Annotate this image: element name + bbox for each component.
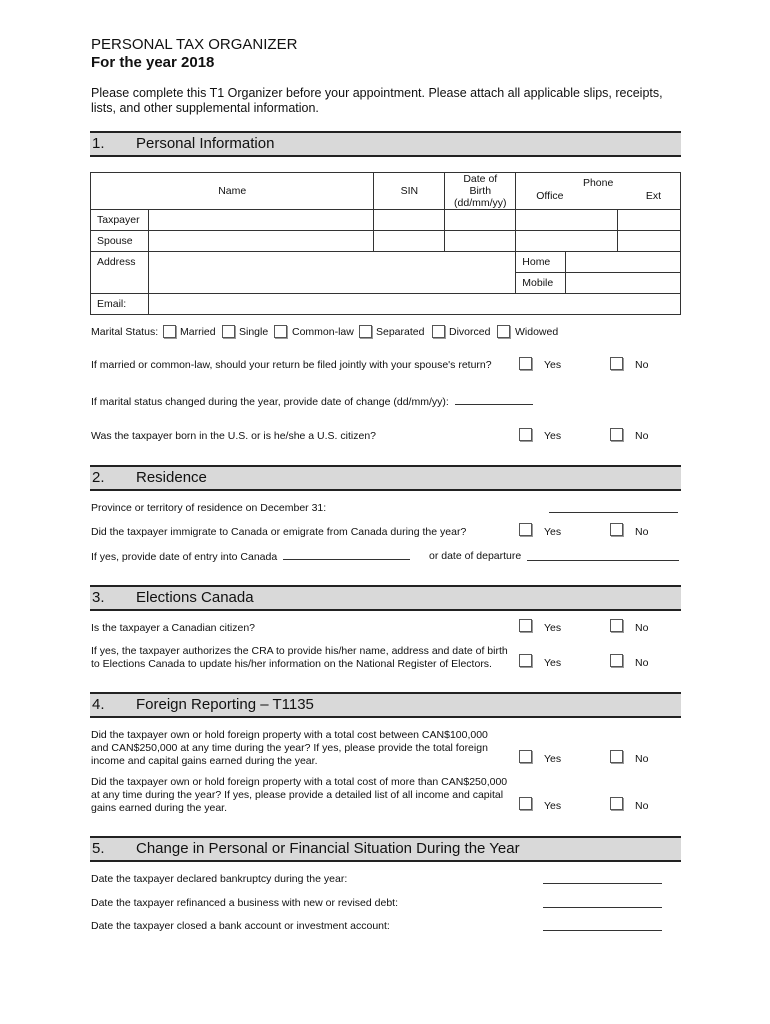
ext-label: Ext (645, 190, 661, 202)
entry-date-field[interactable] (283, 550, 410, 560)
widowed-checkbox[interactable] (497, 325, 510, 338)
dob-label: Date of Birth (463, 173, 498, 197)
foreign-property-more-line-3: gains earned during the year. (91, 802, 228, 814)
section-title: Change in Personal or Financial Situation During the Year (136, 840, 520, 857)
elections-authorization-line-1: If yes, the taxpayer authorizes the CRA to provide his/her name, address and date of birth (91, 645, 508, 657)
entry-date-text: If yes, provide date of entry into Canada (91, 551, 278, 563)
email-label: Email: (91, 294, 149, 315)
email-cell[interactable] (148, 294, 680, 315)
joint-filing-no-checkbox[interactable] (610, 357, 623, 370)
mobile-phone-cell[interactable] (566, 273, 681, 294)
spouse-ext-cell[interactable] (618, 231, 681, 252)
section-number: 1. (92, 135, 105, 152)
spouse-sin-cell[interactable] (374, 231, 445, 252)
closed-account-date-field[interactable] (543, 930, 662, 931)
separated-label: Separated (376, 326, 425, 338)
foreign-property-between-line-3: income and capital gains earned during the year. (91, 755, 318, 767)
table-row-spouse (91, 231, 681, 252)
entry-date-question (91, 550, 410, 564)
phone-label: Phone (582, 177, 614, 189)
province-field[interactable] (549, 512, 678, 513)
section-5-header (90, 836, 681, 862)
foreign-property-more-line-2: at any time during the year? If yes, please provide a detailed list of all income and capital (91, 789, 504, 801)
elections-authorization-no-checkbox[interactable] (610, 654, 623, 667)
immigration-yes-label: Yes (544, 526, 562, 538)
section-number: 5. (92, 840, 105, 857)
us-citizen-question: Was the taxpayer born in the U.S. or is he/she a U.S. citizen? (91, 430, 376, 442)
foreign-property-more-question (91, 776, 507, 815)
spouse-name-cell[interactable] (148, 231, 373, 252)
marital-change-date-field[interactable] (455, 395, 533, 405)
taxpayer-office-phone-cell[interactable] (516, 210, 618, 231)
section-title: Personal Information (136, 135, 275, 152)
column-phone (516, 173, 681, 210)
section-4-header (90, 692, 681, 718)
elections-authorization-yes-checkbox[interactable] (519, 654, 532, 667)
section-number: 4. (92, 696, 105, 713)
canadian-citizen-question: Is the taxpayer a Canadian citizen? (91, 622, 256, 634)
immigration-no-label: No (635, 526, 649, 538)
section-title: Residence (136, 469, 207, 486)
address-label: Address (91, 252, 149, 294)
bankruptcy-date-field[interactable] (543, 883, 662, 884)
married-checkbox[interactable] (163, 325, 176, 338)
us-citizen-no-checkbox[interactable] (610, 428, 623, 441)
common-law-label: Common-law (292, 326, 354, 338)
foreign-property-more-yes-label: Yes (544, 800, 562, 812)
canadian-citizen-yes-label: Yes (544, 622, 562, 634)
section-number: 3. (92, 589, 105, 606)
canadian-citizen-no-label: No (635, 622, 649, 634)
dob-format: (dd/mm/yy) (454, 197, 507, 209)
foreign-property-between-question (91, 729, 488, 768)
closed-account-question: Date the taxpayer closed a bank account or investment account: (91, 920, 390, 932)
home-phone-cell[interactable] (566, 252, 681, 273)
table-row-address-home (91, 252, 681, 273)
us-citizen-no-label: No (635, 430, 649, 442)
taxpayer-dob-cell[interactable] (445, 210, 516, 231)
province-question: Province or territory of residence on December 31: (91, 502, 327, 514)
joint-filing-question: If married or common-law, should your return be filed jointly with your spouse's return? (91, 359, 492, 371)
section-3-header (90, 585, 681, 611)
taxpayer-name-cell[interactable] (148, 210, 373, 231)
divorced-checkbox[interactable] (432, 325, 445, 338)
foreign-property-between-line-1: Did the taxpayer own or hold foreign property with a total cost between CAN$100,000 (91, 729, 488, 741)
section-title: Foreign Reporting – T1135 (136, 696, 314, 713)
foreign-property-between-yes-label: Yes (544, 753, 562, 765)
departure-date-label: or date of departure (429, 550, 522, 562)
table-row-email (91, 294, 681, 315)
taxpayer-sin-cell[interactable] (374, 210, 445, 231)
table-header-row (91, 173, 681, 210)
marital-status-label: Marital Status: (91, 326, 159, 338)
foreign-property-between-no-label: No (635, 753, 649, 765)
joint-filing-no-label: No (635, 359, 649, 371)
intro-text: Please complete this T1 Organizer before your appointment. Please attach all applicable slips, receipts, lists, and other supplemental information. (91, 86, 663, 115)
foreign-property-more-no-label: No (635, 800, 649, 812)
mobile-label: Mobile (516, 273, 566, 294)
elections-authorization-line-2: to Elections Canada to update his/her information on the National Register of Electors. (91, 658, 492, 670)
immigration-yes-checkbox[interactable] (519, 523, 532, 536)
single-label: Single (239, 326, 269, 338)
column-dob (445, 173, 516, 210)
marital-change-text: If marital status changed during the year, provide date of change (dd/mm/yy): (91, 396, 449, 408)
immigration-no-checkbox[interactable] (610, 523, 623, 536)
us-citizen-yes-label: Yes (544, 430, 562, 442)
form-year: For the year 2018 (91, 54, 215, 71)
married-label: Married (180, 326, 216, 338)
personal-info-table (90, 172, 681, 315)
taxpayer-ext-cell[interactable] (618, 210, 681, 231)
refinanced-date-field[interactable] (543, 907, 662, 908)
canadian-citizen-yes-checkbox[interactable] (519, 619, 532, 632)
single-checkbox[interactable] (222, 325, 235, 338)
form-title: PERSONAL TAX ORGANIZER (91, 36, 298, 53)
section-2-header (90, 465, 681, 491)
divorced-label: Divorced (449, 326, 491, 338)
table-row-taxpayer (91, 210, 681, 231)
spouse-dob-cell[interactable] (445, 231, 516, 252)
marital-change-question (91, 395, 533, 409)
section-title: Elections Canada (136, 589, 254, 606)
foreign-property-more-yes-checkbox[interactable] (519, 797, 532, 810)
office-label: Office (536, 190, 564, 202)
bankruptcy-question: Date the taxpayer declared bankruptcy during the year: (91, 873, 348, 885)
section-number: 2. (92, 469, 105, 486)
canadian-citizen-no-checkbox[interactable] (610, 619, 623, 632)
departure-date-field[interactable] (527, 560, 679, 561)
foreign-property-between-yes-checkbox[interactable] (519, 750, 532, 763)
address-cell[interactable] (148, 252, 515, 294)
column-name: Name (91, 173, 374, 210)
taxpayer-label: Taxpayer (91, 210, 149, 231)
foreign-property-between-line-2: and CAN$250,000 at any time during the year? If yes, please provide the total foreign (91, 742, 488, 754)
us-citizen-yes-checkbox[interactable] (519, 428, 532, 441)
joint-filing-yes-checkbox[interactable] (519, 357, 532, 370)
column-sin: SIN (374, 173, 445, 210)
home-label: Home (516, 252, 566, 273)
foreign-property-more-line-1: Did the taxpayer own or hold foreign property with a total cost of more than CAN$250,000 (91, 776, 508, 788)
elections-authorization-question (91, 645, 508, 671)
common-law-checkbox[interactable] (274, 325, 287, 338)
refinanced-question: Date the taxpayer refinanced a business with new or revised debt: (91, 897, 399, 909)
section-1-header (90, 131, 681, 157)
widowed-label: Widowed (515, 326, 559, 338)
joint-filing-yes-label: Yes (544, 359, 562, 371)
immigration-question: Did the taxpayer immigrate to Canada or emigrate from Canada during the year? (91, 526, 467, 538)
foreign-property-more-no-checkbox[interactable] (610, 797, 623, 810)
elections-authorization-no-label: No (635, 657, 649, 669)
separated-checkbox[interactable] (359, 325, 372, 338)
spouse-office-phone-cell[interactable] (516, 231, 618, 252)
foreign-property-between-no-checkbox[interactable] (610, 750, 623, 763)
elections-authorization-yes-label: Yes (544, 657, 562, 669)
spouse-label: Spouse (91, 231, 149, 252)
